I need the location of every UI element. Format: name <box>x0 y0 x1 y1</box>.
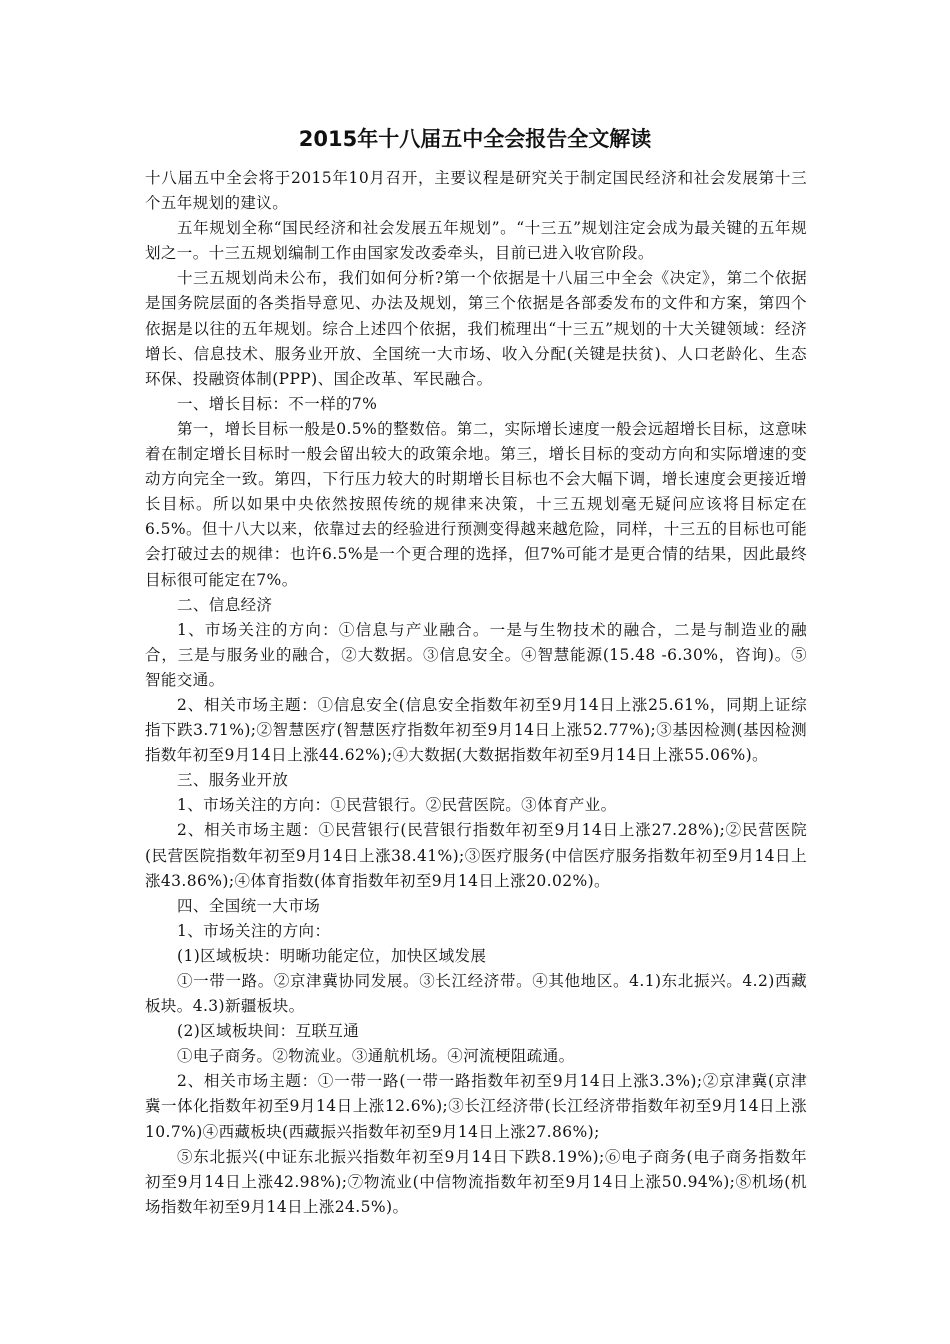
paragraph-interconnection: (2)区域板块间：互联互通 <box>177 1022 360 1041</box>
paragraph-service-focus: 1、市场关注的方向：①民营银行。②民营医院。③体育产业。 <box>177 796 617 815</box>
section-heading-unified-market: 四、全国统一大市场 <box>177 896 321 915</box>
paragraph-plan-definition: 五年规划全称“国民经济和社会发展五年规划”。“十三五”规划注定会成为最关键的五年规划之一。十三五规划编制工作由国家发改委牵头，目前已进入收官阶段。 <box>145 219 807 263</box>
paragraph-interconnection-list: ①电子商务。②物流业。③通航机场。④河流梗阻疏通。 <box>177 1047 575 1066</box>
paragraph-analysis-basis: 十三五规划尚未公布，我们如何分析?第一个依据是十八届三中全会《决定》，第二个依据是国务院层面的各类指导意见、办法及规划，第三个依据是各部委发布的文件和方案，第四个依据是以往的五年规划。综合上述四个依据，我们梳理出“十三五”规划的十大关键领域：经济增长、信息技术、服务业开放、全国统一大市场、收入分配(关键是扶贫)、人口老龄化、生态环保、投融资体制(PPP)、国企改革、军民融合。 <box>145 269 807 388</box>
paragraph-intro: 十八届五中全会将于2015年10月召开，主要议程是研究关于制定国民经济和社会发展第十三个五年规划的建议。 <box>145 169 807 213</box>
paragraph-service-themes: 2、相关市场主题：①民营银行(民营银行指数年初至9月14日上涨27.28%);②民营医院(民营医院指数年初至9月14日上涨38.41%);③医疗服务(中信医疗服务指数年初至9月14日上涨43.86%);④体育指数(体育指数年初至9月14日上涨20.02%)。 <box>145 821 807 890</box>
paragraph-market-themes: 2、相关市场主题：①一带一路(一带一路指数年初至9月14日上涨3.3%);②京津冀(京津冀一体化指数年初至9月14日上涨12.6%);③长江经济带(长江经济带指数年初至9月14日上涨10.7%)④西藏板块(西藏振兴指数年初至9月14日上涨27.86%); <box>145 1072 807 1141</box>
paragraph-regional-blocks: (1)区域板块：明晰功能定位，加快区域发展 <box>177 946 487 965</box>
section-heading-service-opening: 三、服务业开放 <box>177 771 289 790</box>
section-heading-information-economy: 二、信息经济 <box>177 595 273 614</box>
paragraph-info-focus: 1、市场关注的方向：①信息与产业融合。一是与生物技术的融合，二是与制造业的融合，三是与服务业的融合，②大数据。③信息安全。④智慧能源(15.48 -6.30%，咨询)。⑤智能交通。 <box>145 620 807 689</box>
paragraph-market-focus: 1、市场关注的方向： <box>177 921 331 940</box>
document-body <box>145 166 807 1220</box>
paragraph-market-themes-continued: ⑤东北振兴(中证东北振兴指数年初至9月14日下跌8.19%);⑥电子商务(电子商务指数年初至9月14日上涨42.98%);⑦物流业(中信物流指数年初至9月14日上涨50.94%);⑧机场(机场指数年初至9月14日上涨24.5%)。 <box>145 1147 807 1216</box>
paragraph-growth-target: 第一，增长目标一般是0.5%的整数倍。第二，实际增长速度一般会远超增长目标，这意味着在制定增长目标时一般会留出较大的政策余地。第三，增长目标的变动方向和实际增速的变动方向完全一致。第四，下行压力较大的时期增长目标也不会大幅下调，增长速度会更接近增长目标。所以如果中央依然按照传统的规律来决策，十三五规划毫无疑问应该将目标定在6.5%。但十八大以来，依靠过去的经验进行预测变得越来越危险，同样，十三五的目标也可能会打破过去的规律：也许6.5%是一个更合理的选择，但7%可能才是更合情的结果，因此最终目标很可能定在7%。 <box>145 419 807 589</box>
section-heading-growth-target: 一、增长目标：不一样的7% <box>177 394 378 413</box>
paragraph-info-themes: 2、相关市场主题：①信息安全(信息安全指数年初至9月14日上涨25.61%，同期上证综指下跌3.71%);②智慧医疗(智慧医疗指数年初至9月14日上涨52.77%);③基因检测(基因检测指数年初至9月14日上涨44.62%);④大数据(大数据指数年初至9月14日上涨55.06%)。 <box>145 695 807 765</box>
document-title: 2015年十八届五中全会报告全文解读 <box>298 127 652 151</box>
paragraph-regional-list: ①一带一路。②京津冀协同发展。③长江经济带。④其他地区。4.1)东北振兴。4.2)西藏板块。4.3)新疆板块。 <box>145 972 807 1016</box>
